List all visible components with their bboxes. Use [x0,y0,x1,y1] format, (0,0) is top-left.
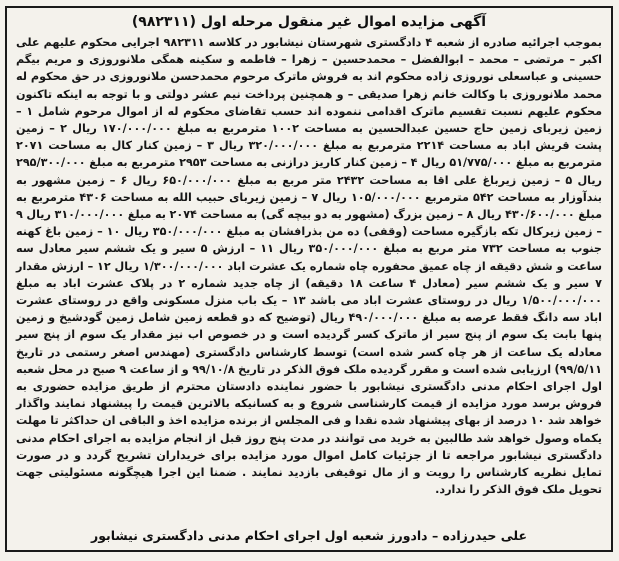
notice-frame [5,6,613,552]
notice-title: آگهی مزایده اموال غیر منقول مرحله اول (۹۸۲۳۱۱) [131,14,487,30]
notice-signature: علی حیدرزاده – دادورز شعبه اول اجرای احکام مدنی دادگستری نیشابور [91,528,527,543]
notice-body: بموجب اجرائیه صادره از شعبه ۴ دادگستری شهرستان نیشابور در کلاسه ۹۸۲۳۱۱ اجرایی محکوم علیهم علی اکبر – مرتضی – محمد – ابوالفضل – محمدحسین – زهرا – فاطمه و سکینه همگی ملانوروزی و مریم بیگم حسینی و عباسعلی نوروزی زاده محکوم اند به فروش ماترک مرحوم محمدحسن ملانوروزی در حق محکوم له محمد ملانوروزی با وکالت خانم زهرا صدیقی – و همچنین پرداخت نیم عشر دولتی و با توجه به اینکه تاکنون محکوم علیهم نسبت تقسیم ماترک اقدامی ننموده اند حسب تقاضای محکوم له از اموال مرحوم شامل ۱ – زمین زیربای زمین حاج حسین عبدالحسین به مساحت ۱۰۰۲ مترمربع به مبلغ ۱۷۰/۰۰۰/۰۰۰ ریال ۲ – زمین پشت قریش اباد به مساحت ۲۲۱۴ مترمربع به مبلغ ۳۲۰/۰۰۰/۰۰۰ ریال ۳ – زمین کنار کال به مساحت ۲۰۷۱ مترمربع به مبلغ ۵۱/۷۷۵/۰۰۰ ریال ۴ – زمین کنار کاریز درازنی به مساحت ۲۹۵۳ مترمربع به مبلغ ۲۹۵/۳۰۰/۰۰۰ ریال ۵ – زمین زیرباغ علی اقا به مساحت ۲۴۳۲ متر مربع به مبلغ ۶۵۰/۰۰۰/۰۰۰ ریال ۶ – زمین مشهور به بندآوزار به مساحت ۵۴۲ مترمربع ۱۰۵/۰۰۰/۰۰۰ ریال ۷ – زمین زیربای حبیب الله به مساحت ۴۳۰۶ مترمربع به مبلغ ۴۳۰/۶۰۰/۰۰۰ ریال ۸ – زمین بزرگ (مشهور به دو بیچه گی) به مساحت ۲۰۷۴ به مبلغ ۳۱۰/۰۰۰/۰۰۰ ریال ۹ – زمین زیرکال تکه بازگیره مساحت (وقفی) ده من بذرافشان به مبلغ ۳۵۰/۰۰۰/۰۰۰ ریال ۱۰ – زمین باغ کهنه جنوب به مساحت ۷۳۲ متر مربع به مبلغ ۳۵۰/۰۰۰/۰۰۰ ریال ۱۱ – ارزش ۵ سیر و یک ششم سیر معادل سه ساعت و شش دقیقه از چاه عمیق محفوره چاه شماره یک عشرت اباد ۱/۳۰۰/۰۰۰/۰۰۰ ریال ۱۲ – ارزش مقدار ۷ سیر و یک ششم سیر (معادل ۴ ساعت ۱۸ دقیقه) از چاه جدید شماره ۲ در پلاک عشرت اباد به مبلغ ۱/۵۰۰/۰۰۰/۰۰۰ ریال در روستای عشرت اباد می باشد ۱۳ – یک باب منزل مسکونی واقع در روستای عشرت اباد سه دانگ فقط عرصه به مبلغ ۴۹۰/۰۰۰/۰۰۰ ریال (توضیح که دو قطعه زمین شامل زمین گودشیخ و زمین پنها بابت یک سوم از پنج سیر از ماترک کسر گردیده است و در خصوص اب نیز مقدار یک سوم از پنج سیر معادله یک ساعت از هر چاه کسر شده است) توسط کارشناس دادگستری (مهندس اصغر رستمی در تاریخ ۹۹/۵/۱۱) ارزیابی شده است و مقرر گردیده ملک فوق الذکر در تاریخ ۹۹/۱۰/۸ و از ساعت ۹ صبح در محل شعبه اول اجرای احکام مدنی دادگستری نیشابور با حضور نماینده دادستان محترم از طریق مزایده حضوری به فروش برسد مورد مزایده از قیمت کارشناسی شروع و به کسانیکه بالاترین قیمت را پیشنهاد نمایند واگذار خواهد شد ۱۰ درصد از بهای پیشنهاد شده نقدا و فی المجلس از برنده مزایده اخذ و الباقی ان حداکثر تا مهلت یکماه وصول خواهد شد طالبین به خرید می توانند در مدت پنج روز قبل از انجام مزایده به اجرای احکام مدنی دادگستری نیشابور مراجعه تا از جزئیات کامل اموال مورد مزایده برای خریداران تشریح گردد و در صورت تمایل نظریه کارشناس را رویت و از مال توقیفی بازدید نمایند . ضمنا این اجرا هیچگونه مسئولیتی جهت تحویل ملک فوق الذکر را ندارد. [16,36,603,497]
